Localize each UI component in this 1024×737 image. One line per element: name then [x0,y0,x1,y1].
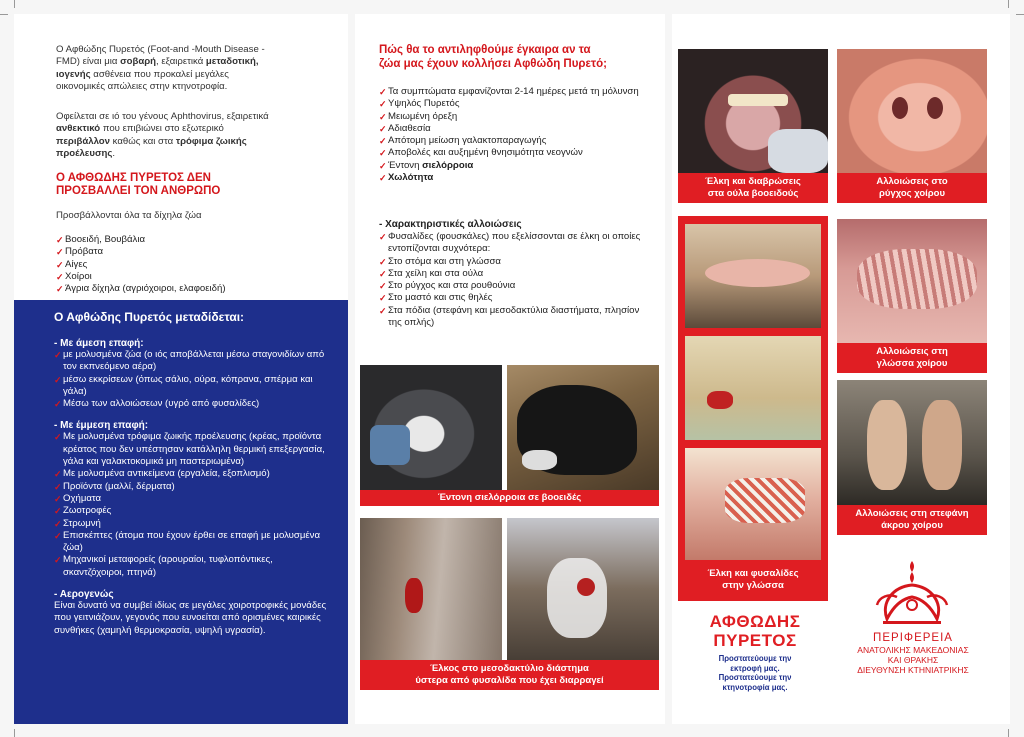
list-item: ✓ Στα χείλη και στα ούλα [379,268,649,280]
text-line: οικονομικές απώλειες στην κτηνοτροφία. [56,80,228,92]
cow-gums-photo [678,49,828,173]
list-item: ✓ Πρόβατα [56,246,326,258]
list-item: ✓ Μειωμένη όρεξη [379,111,649,123]
crop-mark [14,0,15,8]
warning-line-1: Ο ΑΦΘΩΔΗΣ ΠΥΡΕΤΟΣ ΔΕΝ [56,172,211,184]
brand-block [690,612,820,692]
snout-caption: Αλλοιώσεις στο ρύγχος χοίρου [837,173,987,203]
intro-paragraph-1 [56,44,326,93]
list-item: ✓ Προϊόντα (μαλλί, δέρματα) [54,481,336,493]
list-item: ✓ Με μολυσμένα τρόφιμα ζωικής προέλευσης (κρέας, προϊόντα κρέατος που δεν υπέστησαν κατάλληλη θερμική επεξεργασία, γάλα και γαλακτοκομικά μη παστεριωμένα) [54,431,336,468]
middle-panel [355,14,665,724]
slogan-line: Προστατεύουμε την [718,673,792,682]
airborne-text: Είναι δυνατό να συμβεί ιδίως σε μεγάλες χοιροτροφικές μονάδες που γειτνιάζουν, γεγονός που ευνοείται από ορισμένες καιρικές συνθήκες (χαμηλή θερμοκρασία, υψηλή υγρασία). [54,600,327,636]
tongue-caption: Έλκη και φυσαλίδες στην γλώσσα [678,565,828,595]
direct-contact-list [54,349,336,410]
list-item: ✓ Στρωμνή [54,518,336,530]
recognition-title-line-2: ζώα μας έχουν κολλήσει Αφθώδη Πυρετό; [379,57,607,70]
lesions-block [379,219,649,329]
list-item: ✓ Στο μαστό και στις θηλές [379,292,649,304]
tongue-photo-2 [685,336,821,440]
list-item: ✓ Οχήματα [54,493,336,505]
list-item: ✓ μέσω εκκρίσεων (όπως σάλιο, ούρα, κόπρανα, σπέρμα και γάλα) [54,374,336,399]
lesions-intro: ✓ Φυσαλίδες (φουσκάλες) που εξελίσσονται σε έλκη οι οποίες εντοπίζονται συχνότερα: [379,231,649,256]
hoof-ulcer-photo-1 [360,518,502,676]
crop-mark [0,14,8,15]
recognition-title [379,44,649,71]
transmission-content [54,332,336,637]
slogan-line: εκτροφή μας. [730,663,780,673]
list-item: ✓ Βοοειδή, Βουβάλια [56,234,326,246]
brand-title-line-1: ΑΦΘΩΔΗΣ [709,612,801,631]
crop-mark [14,729,15,737]
list-item: ✓ με μολυσμένα ζώα (ο ιός αποβάλλεται μέσω σταγονιδίων από τον εκπνεόμενο αέρα) [54,349,336,374]
brand-title-line-2: ΠΥΡΕΤΟΣ [713,631,797,650]
salivation-caption: Έντονη σιελόρροια σε βοοειδές [360,490,659,506]
indirect-contact-list [54,431,336,579]
crop-mark [1016,14,1024,15]
tongue-photo-1 [685,224,821,328]
list-item: ✓ Χωλότητα [379,172,649,184]
warning-heading [56,172,326,198]
tongue-photo-3 [685,448,821,560]
list-item: ✓ Έντονη σιελόρροια [379,160,649,172]
interdigital-caption: Έλκος στο μεσοδακτύλιο διάστημα ύστερα από φυσαλίδα που έχει διαρραγεί [360,660,659,690]
pig-tongue-caption: Αλλοιώσεις στη γλώσσα χοίρου [837,343,987,373]
slogan-line: κτηνοτροφία μας. [722,682,788,692]
list-item: ✓ Μέσω των αλλοιώσεων (υγρό από φυσαλίδες) [54,398,336,410]
text-line: Οφείλεται σε ιό του γένους Aphthovirus, εξαιρετικά [56,111,269,122]
lesions-intro-list [379,231,649,256]
right-panel [672,14,1010,724]
list-item: ✓ Με μολυσμένα αντικείμενα (εργαλεία, εξοπλισμό) [54,468,336,480]
salivating-cow-photo-1 [360,365,502,490]
lesions-list [379,256,649,330]
hoof-ulcer-photo-2 [507,518,659,676]
direct-contact-title: - Με άμεση επαφή: [54,338,144,349]
list-item: ✓ Απότομη μείωση γαλακτοπαραγωγής [379,135,649,147]
crop-mark [1008,729,1009,737]
text-line: ιογενής ασθένεια που προκαλεί μεγάλες [56,68,229,80]
transmission-title: Ο Αφθώδης Πυρετός μεταδίδεται: [54,310,245,324]
region-line-3: ΚΑΙ ΘΡΑΚΗΣ [887,655,939,665]
intro-paragraph-2 [56,111,326,160]
text-line: ανθεκτικό που επιβιώνει στο εξωτερικό [56,123,224,135]
list-item: ✓ Στο ρύγχος και στα ρουθούνια [379,280,649,292]
region-line-1: ΠΕΡΙΦΕΡΕΙΑ [873,632,953,644]
crop-mark [1008,0,1009,8]
list-item: ✓ Αδιαθεσία [379,123,649,135]
pig-tongue-photo [837,219,987,343]
list-item: ✓ Τα συμπτώματα εμφανίζονται 2-14 ημέρες μετά τη μόλυνση [379,86,649,98]
region-block [837,632,989,676]
list-item: ✓ Αίγες [56,259,326,271]
lesions-title: - Χαρακτηριστικές αλλοιώσεις [379,219,522,230]
symptoms-list [379,86,649,184]
list-item: ✓ Άγρια δίχηλα (αγριόχοιροι, ελαφοειδή) [56,283,326,295]
warning-line-2: ΠΡΟΣΒΑΛΛΕΙ ΤΟΝ ΑΝΘΡΩΠΟ [56,185,221,197]
region-line-2: ΑΝΑΤΟΛΙΚΗΣ ΜΑΚΕΔΟΝΙΑΣ [857,645,969,655]
list-item: ✓ Ζωοτροφές [54,505,336,517]
list-item: ✓ Στα πόδια (στεφάνη και μεσοδακτύλια διαστήματα, πλησίον της οπλής) [379,305,649,330]
region-emblem-icon [867,557,957,627]
airborne-title: - Αερογενώς [54,589,114,601]
slogan-line: Προστατεύουμε την [718,654,792,663]
affected-title: Προσβάλλονται όλα τα δίχηλα ζώα [56,210,202,221]
text-line: FMD) είναι μια σοβαρή, εξαιρετικά μεταδοτική, [56,56,259,68]
region-line-4: ΔΙΕΥΘΥΝΣΗ ΚΤΗΝΙΑΤΡΙΚΗΣ [857,665,969,675]
text-line: Ο Αφθώδης Πυρετός (Foot-and -Mouth Disease - [56,44,265,55]
recognition-title-line-1: Πώς θα το αντιληφθούμε έγκαιρα αν τα [379,44,591,56]
list-item: ✓ Στο στόμα και στη γλώσσα [379,256,649,268]
gums-caption: Έλκη και διαβρώσεις στα ούλα βοοειδούς [678,173,828,203]
coronet-caption: Αλλοιώσεις στη στεφάνη άκρου χοίρου [837,505,987,535]
pig-coronet-photo [837,380,987,505]
text-line: περιβάλλον καθώς και στα τρόφιμα ζωικής [56,135,247,147]
list-item: ✓ Μηχανικοί μεταφορείς (αρουραίοι, τυφλοπόντικες, σκαντζόχοιροι, πτηνά) [54,554,336,579]
affected-animals-list [56,234,326,295]
list-item: ✓ Επισκέπτες (άτομα που έχουν έρθει σε επαφή με μολυσμένα ζώα) [54,530,336,555]
list-item: ✓ Χοίροι [56,271,326,283]
list-item: ✓ Αποβολές και αυξημένη θνησιμότητα νεογνών [379,147,649,159]
transmission-box [14,300,348,724]
text-line: προέλευσης. [56,147,116,159]
pig-snout-photo [837,49,987,173]
salivating-cow-photo-2 [507,365,659,490]
indirect-contact-title: - Με έμμεση επαφή: [54,420,149,432]
list-item: ✓ Υψηλός Πυρετός [379,98,649,110]
